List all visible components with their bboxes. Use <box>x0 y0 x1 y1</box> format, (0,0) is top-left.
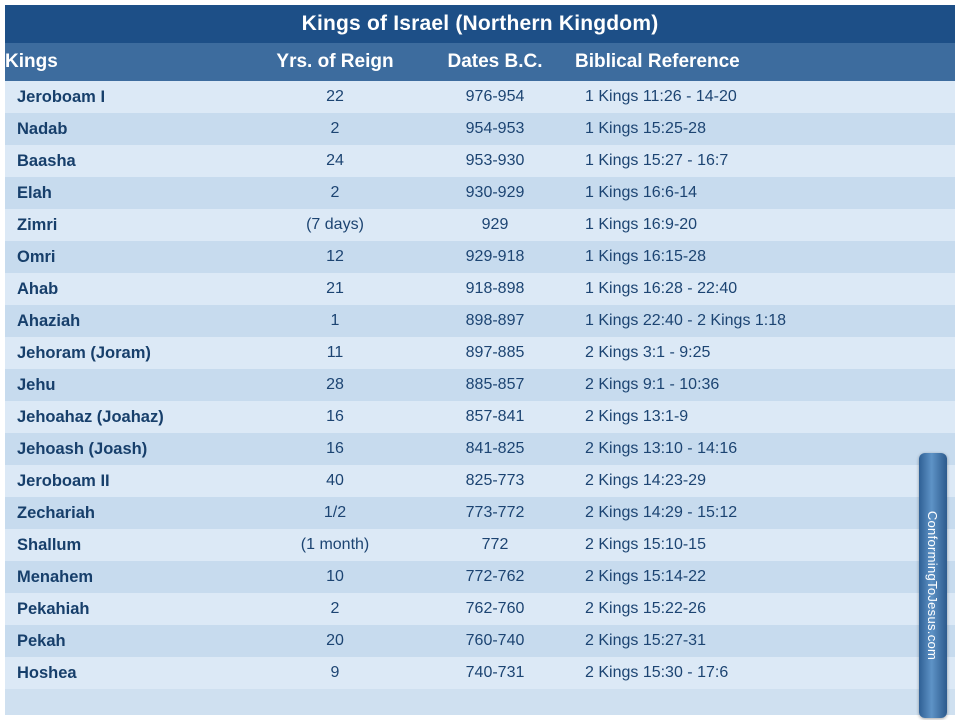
cell-years: (1 month) <box>255 529 415 561</box>
cell-king: Elah <box>5 177 255 209</box>
cell-dates: 773-772 <box>415 497 575 529</box>
cell-years: 2 <box>255 113 415 145</box>
cell-dates: 897-885 <box>415 337 575 369</box>
cell-reference: 1 Kings 22:40 - 2 Kings 1:18 <box>575 305 955 337</box>
cell-king: Menahem <box>5 561 255 593</box>
cell-years: 2 <box>255 177 415 209</box>
column-header-years: Yrs. of Reign <box>255 43 415 81</box>
cell-dates: 772-762 <box>415 561 575 593</box>
cell-reference: 1 Kings 15:27 - 16:7 <box>575 145 955 177</box>
table-row <box>5 209 955 241</box>
cell-years: 28 <box>255 369 415 401</box>
cell-king: Shallum <box>5 529 255 561</box>
table-row <box>5 241 955 273</box>
table-row <box>5 177 955 209</box>
cell-dates: 930-929 <box>415 177 575 209</box>
table-header-row <box>5 43 955 81</box>
cell-dates: 954-953 <box>415 113 575 145</box>
table-row <box>5 561 955 593</box>
cell-king: Pekah <box>5 625 255 657</box>
cell-years: 24 <box>255 145 415 177</box>
table-row <box>5 369 955 401</box>
cell-reference: 1 Kings 11:26 - 14-20 <box>575 81 955 113</box>
cell-king: Zechariah <box>5 497 255 529</box>
table-body <box>5 81 955 689</box>
table-row <box>5 305 955 337</box>
cell-king: Pekahiah <box>5 593 255 625</box>
cell-reference: 2 Kings 15:14-22 <box>575 561 955 593</box>
cell-dates: 740-731 <box>415 657 575 689</box>
cell-dates: 953-930 <box>415 145 575 177</box>
cell-years: 1 <box>255 305 415 337</box>
column-header-reference: Biblical Reference <box>575 43 955 81</box>
cell-reference: 2 Kings 15:22-26 <box>575 593 955 625</box>
cell-dates: 918-898 <box>415 273 575 305</box>
cell-reference: 1 Kings 16:28 - 22:40 <box>575 273 955 305</box>
cell-king: Jeroboam I <box>5 81 255 113</box>
cell-dates: 772 <box>415 529 575 561</box>
cell-reference: 1 Kings 16:9-20 <box>575 209 955 241</box>
cell-king: Nadab <box>5 113 255 145</box>
cell-years: 12 <box>255 241 415 273</box>
kings-table <box>5 43 955 689</box>
cell-reference: 1 Kings 16:6-14 <box>575 177 955 209</box>
cell-reference: 1 Kings 16:15-28 <box>575 241 955 273</box>
cell-reference: 2 Kings 3:1 - 9:25 <box>575 337 955 369</box>
cell-dates: 898-897 <box>415 305 575 337</box>
table-row <box>5 81 955 113</box>
column-header-kings: Kings <box>5 43 255 81</box>
watermark-text: ConformingToJesus.com <box>925 510 941 661</box>
cell-dates: 762-760 <box>415 593 575 625</box>
cell-king: Jehu <box>5 369 255 401</box>
cell-years: 9 <box>255 657 415 689</box>
page-title-bar <box>5 5 955 43</box>
cell-dates: 929 <box>415 209 575 241</box>
cell-dates: 976-954 <box>415 81 575 113</box>
cell-king: Jeroboam II <box>5 465 255 497</box>
cell-reference: 2 Kings 13:10 - 14:16 <box>575 433 955 465</box>
table-row <box>5 465 955 497</box>
cell-king: Zimri <box>5 209 255 241</box>
cell-king: Baasha <box>5 145 255 177</box>
cell-dates: 857-841 <box>415 401 575 433</box>
cell-years: 16 <box>255 433 415 465</box>
cell-reference: 2 Kings 13:1-9 <box>575 401 955 433</box>
cell-dates: 825-773 <box>415 465 575 497</box>
cell-reference: 2 Kings 15:27-31 <box>575 625 955 657</box>
cell-years: 11 <box>255 337 415 369</box>
cell-king: Jehoash (Joash) <box>5 433 255 465</box>
cell-dates: 760-740 <box>415 625 575 657</box>
cell-dates: 929-918 <box>415 241 575 273</box>
cell-reference: 2 Kings 15:10-15 <box>575 529 955 561</box>
cell-dates: 841-825 <box>415 433 575 465</box>
cell-years: 1/2 <box>255 497 415 529</box>
table-row <box>5 401 955 433</box>
cell-king: Jehoahaz (Joahaz) <box>5 401 255 433</box>
cell-king: Ahab <box>5 273 255 305</box>
cell-years: 2 <box>255 593 415 625</box>
cell-reference: 2 Kings 14:29 - 15:12 <box>575 497 955 529</box>
cell-reference: 2 Kings 15:30 - 17:6 <box>575 657 955 689</box>
table-row <box>5 433 955 465</box>
page-title: Kings of Israel (Northern Kingdom) <box>301 12 659 35</box>
cell-dates: 885-857 <box>415 369 575 401</box>
cell-king: Hoshea <box>5 657 255 689</box>
cell-years: (7 days) <box>255 209 415 241</box>
table-row <box>5 593 955 625</box>
table-row <box>5 625 955 657</box>
kings-table-wrap <box>5 43 955 689</box>
cell-reference: 2 Kings 14:23-29 <box>575 465 955 497</box>
cell-years: 16 <box>255 401 415 433</box>
cell-reference: 1 Kings 15:25-28 <box>575 113 955 145</box>
cell-years: 40 <box>255 465 415 497</box>
cell-king: Jehoram (Joram) <box>5 337 255 369</box>
table-row <box>5 113 955 145</box>
table-row <box>5 337 955 369</box>
cell-reference: 2 Kings 9:1 - 10:36 <box>575 369 955 401</box>
cell-years: 21 <box>255 273 415 305</box>
table-header <box>5 43 955 81</box>
cell-years: 20 <box>255 625 415 657</box>
table-row <box>5 497 955 529</box>
watermark-badge <box>919 453 947 718</box>
table-row <box>5 145 955 177</box>
cell-years: 22 <box>255 81 415 113</box>
column-header-dates: Dates B.C. <box>415 43 575 81</box>
table-row <box>5 273 955 305</box>
cell-king: Ahaziah <box>5 305 255 337</box>
table-row <box>5 657 955 689</box>
cell-king: Omri <box>5 241 255 273</box>
table-row <box>5 529 955 561</box>
cell-years: 10 <box>255 561 415 593</box>
